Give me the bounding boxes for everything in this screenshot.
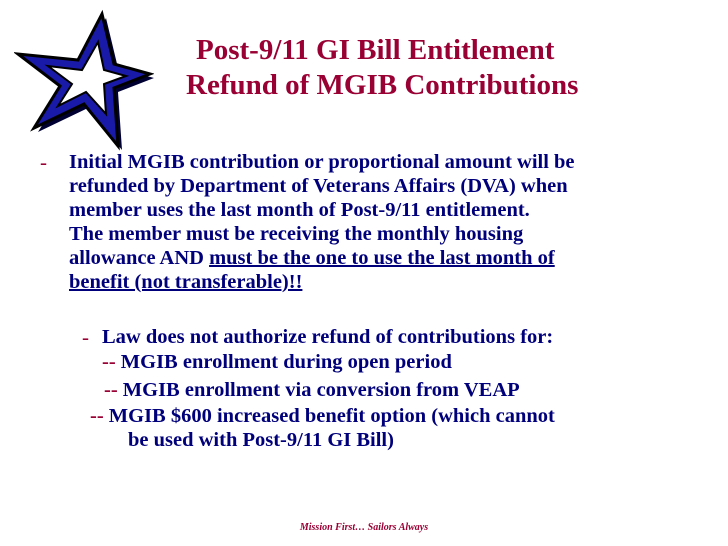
list-item-3-prefix: -- <box>90 405 104 427</box>
star-logo-icon <box>14 8 154 158</box>
list-item-2 <box>104 378 520 402</box>
list-item-3-text: MGIB $600 increased benefit option (which cannot <box>103 405 555 427</box>
list-item-1-prefix: -- <box>102 351 116 373</box>
footer-tagline: Mission First… Sailors Always <box>299 522 429 533</box>
bullet1-line-6-underlined: benefit (not transferable)!! <box>69 271 303 293</box>
list-item-2-prefix: -- <box>104 379 118 401</box>
bullet2-text: Law does not authorize refund of contributions for: <box>102 326 554 348</box>
page-title-line-2: Refund of MGIB Contributions <box>186 69 579 101</box>
bullet1-line-5-plain: allowance AND <box>69 247 210 269</box>
bullet1-line-3: member uses the last month of Post-9/11 entitlement. <box>69 199 530 221</box>
list-item-2-text: MGIB enrollment via conversion from VEAP <box>117 379 520 401</box>
bullet1-line-5-underlined: must be the one to use the last month of <box>209 247 555 269</box>
list-item-1 <box>102 350 452 374</box>
list-item-3 <box>90 404 555 428</box>
bullet1-line-1: Initial MGIB contribution or proportional amount will be <box>69 151 575 173</box>
sub-bullet-marker: - <box>82 325 89 349</box>
list-item-1-text: MGIB enrollment during open period <box>115 351 452 373</box>
bullet1-line-6 <box>69 270 302 294</box>
bullet1-line-2: refunded by Department of Veterans Affairs (DVA) when <box>69 175 568 197</box>
bullet-marker: - <box>40 150 47 174</box>
page-title-line-1: Post-9/11 GI Bill Entitlement <box>196 34 555 66</box>
list-item-3-continued: be used with Post-9/11 GI Bill) <box>128 429 394 451</box>
bullet1-line-4: The member must be receiving the monthly housing <box>69 223 524 245</box>
bullet1-line-5 <box>69 246 555 270</box>
